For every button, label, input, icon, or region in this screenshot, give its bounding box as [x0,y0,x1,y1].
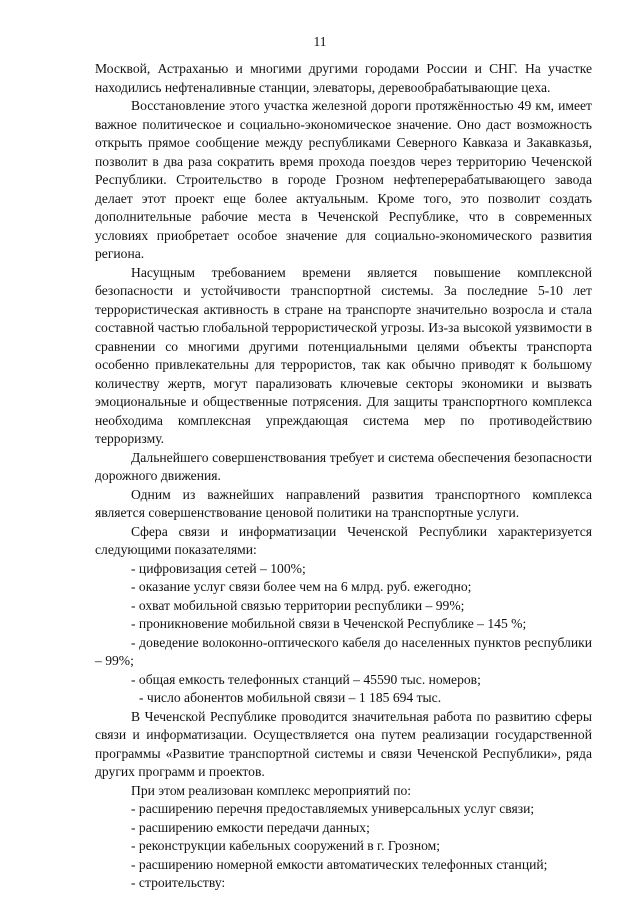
paragraph: В Чеченской Республике проводится значительная работа по развитию сферы связи и информатизации. Осуществляется она путем реализации государственной программы «Развитие транспортной системы и связи Чеченской Республики», ряда других программ и проектов. [95,708,592,779]
document-body [95,60,592,893]
paragraph: Восстановление этого участка железной дороги протяжённостью 49 км, имеет важное политическое и социально-экономическое значение. Оно даст возможность открыть прямое сообщение между республиками Северного Кавказа и Закавказья, позволит в два раза сократить время прохода поездов через территорию Чеченской Республики. Строительство в городе Грозном нефтеперерабатывающего завода делает этот проект еще более актуальным. Кроме того, это позволит создать дополнительные рабочие места в Чеченской Республике, что в современных условиях приобретает особое значение для социально-экономического развития региона. [95,98,592,261]
indicator-item: - общая емкость телефонных станций – 45590 тыс. номеров; [131,671,481,687]
paragraph: При этом реализован комплекс мероприятий по: [131,782,412,798]
indicator-item: - охват мобильной связью территории республики – 99%; [131,597,465,613]
paragraph: Насущным требованием времени является повышение комплексной безопасности и устойчивости транспортной системы. За последние 5-10 лет террористическая активность в стране на транспорте значительно возросла и стала составной частью глобальной террористической угрозы. Из-за высокой уязвимости в сравнении со многими другими потенциальными целями объекты транспорта особенно привлекательны для террористов, так как обычно приводят к большому количеству жертв, могут парализовать ключевые секторы экономики и вызвать эмоциональные и общественные потрясения. Для защиты транспортного комплекса необходима комплексная упреждающая система мер по противодействию терроризму. [95,264,592,446]
indicator-item: - число абонентов мобильной связи – 1 185 694 тыс. [139,690,442,705]
paragraph: Москвой, Астраханью и многими другими городами России и СНГ. На участке находились нефтеналивные станции, элеваторы, деревообрабатывающие цеха. [95,61,592,95]
indicator-item: - оказание услуг связи более чем на 6 млрд. руб. ежегодно; [131,579,472,594]
page-number: 11 [313,34,327,49]
indicator-item: - проникновение мобильной связи в Чеченской Республике – 145 %; [131,616,527,631]
measure-item: - реконструкции кабельных сооружений в г. Грозном; [131,838,441,853]
indicator-item: - доведение волоконно-оптического кабеля до населенных пунктов республики – 99%; [95,634,592,668]
measure-item: - расширению номерной емкости автоматических телефонных станций; [131,856,548,872]
paragraph: Сфера связи и информатизации Чеченской Республики характеризуется следующими показателями: [95,523,592,557]
paragraph: Одним из важнейших направлений развития транспортного комплекса является совершенствование ценовой политики на транспортные услуги. [95,486,592,520]
indicator-item: - цифровизация сетей – 100%; [131,560,306,576]
measure-item: - расширению емкости передачи данных; [131,819,370,835]
paragraph: Дальнейшего совершенствования требует и система обеспечения безопасности дорожного движения. [95,449,592,483]
measure-item: - строительству: [131,875,226,890]
measure-item: - расширению перечня предоставляемых универсальных услуг связи; [131,801,535,816]
